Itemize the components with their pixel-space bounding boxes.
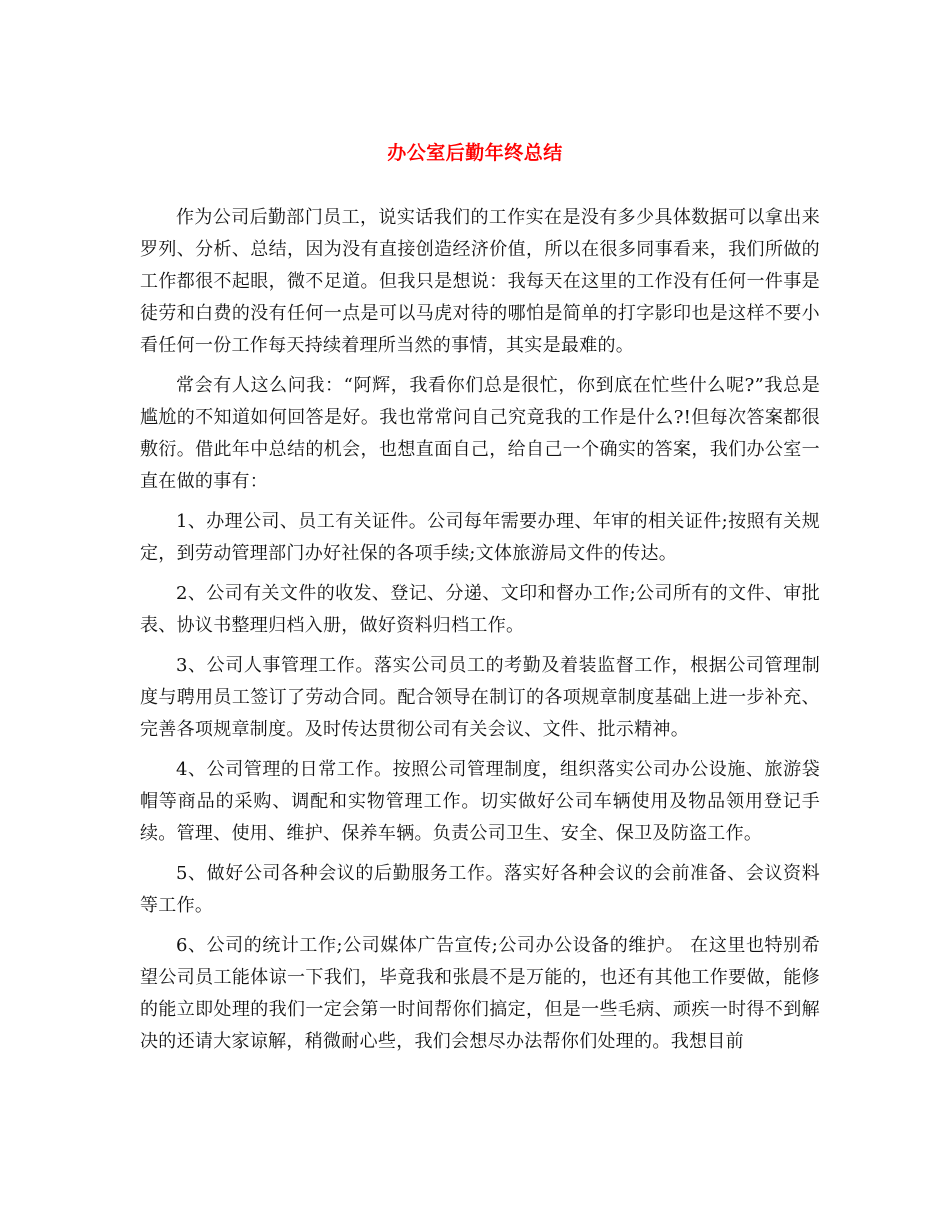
paragraph-item-5: 5、做好公司各种会议的后勤服务工作。落实好各种会议的会前准备、会议资料等工作。 <box>140 863 820 916</box>
paragraph-item-2: 2、公司有关文件的收发、登记、分递、文印和督办工作;公司所有的文件、审批表、协议书整理归档入册，做好资料归档工作。 <box>140 583 820 636</box>
paragraph-item-6: 6、公司的统计工作;公司媒体广告宣传;公司办公设备的维护。 在这里也特别希望公司员工能体谅一下我们，毕竟我和张晨不是万能的，也还有其他工作要做，能修的能立即处理的我们一定会第一时间帮你们搞定，但是一些毛病、顽疾一时得不到解决的还请大家谅解，稍微耐心些，我们会想尽办法帮你们处理的。我想目前 <box>140 935 820 1052</box>
paragraph-intro: 作为公司后勤部门员工，说实话我们的工作实在是没有多少具体数据可以拿出来罗列、分析、总结，因为没有直接创造经济价值，所以在很多同事看来，我们所做的工作都很不起眼，微不足道。但我只是想说：我每天在这里的工作没有任何一件事是徒劳和白费的没有任何一点是可以马虎对待的哪怕是简单的打字影印也是这样不要小看任何一份工作每天持续着理所当然的事情，其实是最难的。 <box>140 207 820 356</box>
document-title: 办公室后勤年终总结 <box>387 142 563 164</box>
paragraph-question: 常会有人这么问我：“阿辉，我看你们总是很忙，你到底在忙些什么呢?”我总是尴尬的不知道如何回答是好。我也常常问自己究竟我的工作是什么?!但每次答案都很敷衍。借此年中总结的机会，也想直面自己，给自己一个确实的答案，我们办公室一直在做的事有： <box>140 375 820 492</box>
paragraph-item-1: 1、办理公司、员工有关证件。公司每年需要办理、年审的相关证件;按照有关规定，到劳动管理部门办好社保的各项手续;文体旅游局文件的传达。 <box>140 511 820 564</box>
paragraph-item-4: 4、公司管理的日常工作。按照公司管理制度，组织落实公司办公设施、旅游袋帽等商品的采购、调配和实物管理工作。切实做好公司车辆使用及物品领用登记手续。管理、使用、维护、保养车辆。负责公司卫生、安全、保卫及防盗工作。 <box>140 759 820 844</box>
paragraph-item-3: 3、公司人事管理工作。落实公司员工的考勤及着装监督工作，根据公司管理制度与聘用员工签订了劳动合同。配合领导在制订的各项规章制度基础上进一步补充、完善各项规章制度。及时传达贯彻公司有关会议、文件、批示精神。 <box>140 655 820 740</box>
document-body <box>140 202 820 1066</box>
